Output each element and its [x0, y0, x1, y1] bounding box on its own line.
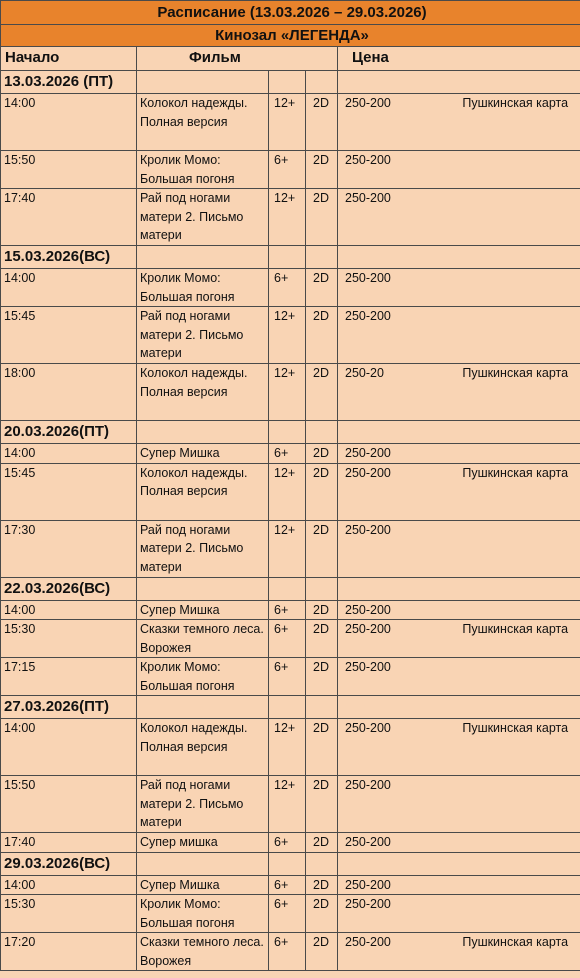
day-header-cell: [137, 577, 269, 600]
hall-row: [1, 25, 580, 47]
show-time: 17:15: [1, 658, 137, 696]
day-header-cell: [338, 71, 580, 94]
price-wrap: [345, 933, 580, 952]
price: 250-200: [345, 897, 391, 911]
age-rating: 12+: [269, 776, 306, 833]
table-row: [1, 658, 580, 696]
price-wrap: [345, 307, 580, 326]
price: 250-200: [345, 191, 391, 205]
day-header-cell: [137, 852, 269, 875]
price-wrap: [345, 444, 580, 463]
show-time: 15:30: [1, 895, 137, 933]
price-cell: [338, 895, 580, 933]
column-film: Фильм: [137, 47, 338, 71]
day-header-cell: [306, 71, 338, 94]
day-header-cell: [137, 246, 269, 269]
price-cell: [338, 600, 580, 620]
pushkin-card-note: Пушкинская карта: [462, 96, 569, 110]
title-row: [1, 1, 580, 25]
day-header-row: [1, 577, 580, 600]
table-row: [1, 620, 580, 658]
price-wrap: [345, 776, 580, 795]
age-rating: 12+: [269, 463, 306, 520]
day-header-cell: [137, 696, 269, 719]
table-row: [1, 875, 580, 895]
day-date: 20.03.2026(ПТ): [1, 421, 137, 444]
day-header-cell: [269, 71, 306, 94]
format: 2D: [306, 833, 338, 853]
film-title: Кролик Момо: Большая погоня: [137, 895, 269, 933]
format: 2D: [306, 269, 338, 307]
show-time: 15:45: [1, 307, 137, 364]
day-date: 15.03.2026(ВС): [1, 246, 137, 269]
age-rating: 6+: [269, 895, 306, 933]
film-title: Колокол надежды. Полная версия: [137, 94, 269, 151]
day-date: 29.03.2026(ВС): [1, 852, 137, 875]
price-wrap: [345, 658, 580, 677]
format: 2D: [306, 189, 338, 246]
day-header-cell: [306, 246, 338, 269]
day-header-cell: [338, 852, 580, 875]
price-wrap: [345, 719, 580, 738]
price-wrap: [345, 620, 580, 639]
column-header-row: [1, 47, 580, 71]
day-header-row: [1, 246, 580, 269]
film-title: Колокол надежды. Полная версия: [137, 364, 269, 421]
price: 250-200: [345, 522, 391, 537]
price: 250-200: [345, 96, 391, 110]
film-title: Колокол надежды. Полная версия: [137, 719, 269, 776]
day-header-cell: [338, 696, 580, 719]
film-title: Кролик Момо: Большая погоня: [137, 658, 269, 696]
format: 2D: [306, 620, 338, 658]
format: 2D: [306, 520, 338, 577]
price-cell: [338, 307, 580, 364]
show-time: 14:00: [1, 719, 137, 776]
age-rating: 6+: [269, 875, 306, 895]
show-time: 14:00: [1, 94, 137, 151]
show-time: 15:30: [1, 620, 137, 658]
age-rating: 12+: [269, 307, 306, 364]
show-time: 17:30: [1, 520, 137, 577]
price-cell: [338, 776, 580, 833]
pushkin-card-note: Пушкинская карта: [462, 465, 569, 480]
day-header-cell: [269, 577, 306, 600]
format: 2D: [306, 933, 338, 971]
day-date: 13.03.2026 (ПТ): [1, 71, 137, 94]
film-title: Супер мишка: [137, 833, 269, 853]
film-title: Рай под ногами матери 2. Письмо матери: [137, 776, 269, 833]
price: 250-200: [345, 622, 391, 636]
format: 2D: [306, 658, 338, 696]
day-header-cell: [338, 421, 580, 444]
price: 250-200: [345, 778, 391, 792]
show-time: 18:00: [1, 364, 137, 421]
age-rating: 6+: [269, 833, 306, 853]
show-time: 17:20: [1, 933, 137, 971]
format: 2D: [306, 875, 338, 895]
pushkin-card-note: Пушкинская карта: [462, 622, 569, 636]
price: 250-200: [345, 835, 391, 849]
day-header-cell: [137, 71, 269, 94]
table-row: [1, 933, 580, 971]
age-rating: 12+: [269, 719, 306, 776]
day-header-cell: [306, 852, 338, 875]
table-row: [1, 151, 580, 189]
price-cell: [338, 719, 580, 776]
show-time: 14:00: [1, 444, 137, 464]
price-cell: [338, 151, 580, 189]
show-time: 17:40: [1, 189, 137, 246]
table-row: [1, 600, 580, 620]
price-wrap: [345, 94, 580, 113]
film-title: Сказки темного леса. Ворожея: [137, 620, 269, 658]
film-title: Рай под ногами матери 2. Письмо матери: [137, 189, 269, 246]
show-time: 17:40: [1, 833, 137, 853]
show-time: 15:50: [1, 151, 137, 189]
price-wrap: [345, 833, 580, 852]
price: 250-200: [345, 153, 391, 167]
table-row: [1, 895, 580, 933]
format: 2D: [306, 776, 338, 833]
format: 2D: [306, 307, 338, 364]
price-cell: [338, 520, 580, 577]
show-time: 14:00: [1, 600, 137, 620]
price: 250-200: [345, 309, 391, 323]
day-header-row: [1, 696, 580, 719]
price-wrap: [345, 895, 580, 914]
schedule-body: [1, 1, 580, 971]
pushkin-card-note: Пушкинская карта: [462, 935, 569, 949]
price-cell: [338, 875, 580, 895]
age-rating: 6+: [269, 600, 306, 620]
day-header-cell: [306, 421, 338, 444]
price-cell: [338, 444, 580, 464]
price: 250-200: [345, 602, 391, 617]
day-header-cell: [269, 246, 306, 269]
table-row: [1, 833, 580, 853]
price-cell: [338, 189, 580, 246]
price: 250-200: [345, 660, 391, 674]
show-time: 14:00: [1, 269, 137, 307]
price: 250-200: [345, 935, 391, 949]
table-row: [1, 307, 580, 364]
price-wrap: [345, 151, 580, 170]
pushkin-card-note: Пушкинская карта: [462, 366, 569, 380]
day-header-row: [1, 852, 580, 875]
column-price: Цена: [338, 47, 580, 71]
price-wrap: [345, 189, 580, 208]
age-rating: 12+: [269, 189, 306, 246]
price-cell: [338, 620, 580, 658]
table-row: [1, 94, 580, 151]
film-title: Рай под ногами матери 2. Письмо матери: [137, 520, 269, 577]
table-row: [1, 520, 580, 577]
age-rating: 6+: [269, 269, 306, 307]
age-rating: 6+: [269, 658, 306, 696]
table-row: [1, 444, 580, 464]
table-row: [1, 776, 580, 833]
age-rating: 6+: [269, 620, 306, 658]
pushkin-card-note: Пушкинская карта: [462, 721, 569, 735]
price: 250-200: [345, 271, 391, 285]
show-time: 15:45: [1, 463, 137, 520]
table-row: [1, 463, 580, 520]
age-rating: 12+: [269, 364, 306, 421]
price-wrap: [345, 364, 580, 383]
day-header-cell: [137, 421, 269, 444]
price-cell: [338, 658, 580, 696]
film-title: Кролик Момо: Большая погоня: [137, 151, 269, 189]
price-cell: [338, 833, 580, 853]
show-time: 14:00: [1, 875, 137, 895]
film-title: Супер Мишка: [137, 444, 269, 464]
price: 250-200: [345, 721, 391, 735]
day-header-cell: [306, 696, 338, 719]
format: 2D: [306, 719, 338, 776]
film-title: Колокол надежды. Полная версия: [137, 463, 269, 520]
age-rating: 12+: [269, 94, 306, 151]
format: 2D: [306, 600, 338, 620]
day-header-cell: [338, 577, 580, 600]
day-date: 27.03.2026(ПТ): [1, 696, 137, 719]
format: 2D: [306, 444, 338, 464]
age-rating: 12+: [269, 520, 306, 577]
schedule-title: Расписание (13.03.2026 – 29.03.2026): [1, 1, 580, 25]
show-time: 15:50: [1, 776, 137, 833]
film-title: Сказки темного леса. Ворожея: [137, 933, 269, 971]
film-title: Кролик Момо: Большая погоня: [137, 269, 269, 307]
age-rating: 6+: [269, 933, 306, 971]
price-cell: [338, 364, 580, 421]
film-title: Рай под ногами матери 2. Письмо матери: [137, 307, 269, 364]
column-start: Начало: [1, 47, 137, 71]
format: 2D: [306, 463, 338, 520]
table-row: [1, 364, 580, 421]
table-row: [1, 189, 580, 246]
price-wrap: [345, 464, 580, 483]
hall-name: Кинозал «ЛЕГЕНДА»: [1, 25, 580, 47]
table-row: [1, 269, 580, 307]
price: 250-20: [345, 366, 384, 380]
price-cell: [338, 933, 580, 971]
price: 250-200: [345, 465, 391, 480]
format: 2D: [306, 94, 338, 151]
price: 250-200: [345, 446, 391, 460]
day-header-cell: [269, 696, 306, 719]
format: 2D: [306, 895, 338, 933]
day-header-cell: [269, 421, 306, 444]
day-header-cell: [269, 852, 306, 875]
price-cell: [338, 94, 580, 151]
day-header-row: [1, 421, 580, 444]
film-title: Супер Мишка: [137, 600, 269, 620]
age-rating: 6+: [269, 151, 306, 189]
film-title: Супер Мишка: [137, 875, 269, 895]
format: 2D: [306, 364, 338, 421]
day-header-row: [1, 71, 580, 94]
price-cell: [338, 269, 580, 307]
price-wrap: [345, 601, 580, 620]
day-header-cell: [338, 246, 580, 269]
age-rating: 6+: [269, 444, 306, 464]
day-header-cell: [306, 577, 338, 600]
format: 2D: [306, 151, 338, 189]
price-wrap: [345, 521, 580, 540]
table-row: [1, 719, 580, 776]
price-wrap: [345, 876, 580, 895]
day-date: 22.03.2026(ВС): [1, 577, 137, 600]
price-wrap: [345, 269, 580, 288]
price-cell: [338, 463, 580, 520]
price: 250-200: [345, 877, 391, 892]
